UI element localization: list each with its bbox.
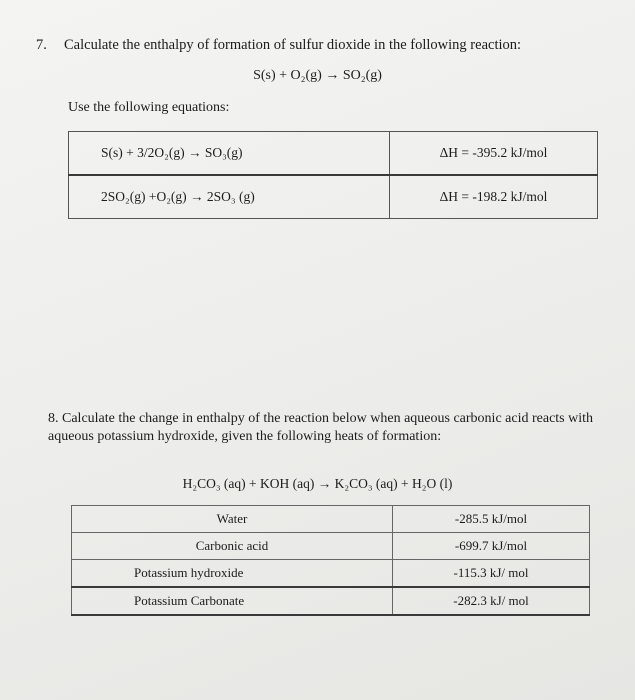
heat-value-cell: -699.7 kJ/mol — [393, 533, 590, 560]
equation-cell: 2SO₂(g) +O₂(g) → 2SO₃ (g) — [69, 175, 390, 219]
heat-value-cell: -115.3 kJ/ mol — [393, 560, 590, 588]
table-row — [69, 132, 598, 176]
heat-value-cell: -282.3 kJ/ mol — [393, 587, 590, 615]
table-row — [72, 533, 590, 560]
table-row — [72, 560, 590, 588]
question-8-prompt: 8. Calculate the change in enthalpy of the reaction below when aqueous carbonic acid reacts with aqueous potassium hydroxide, given the following heats of formation: — [48, 411, 594, 444]
enthalpy-cell: ΔH = -198.2 kJ/mol — [390, 175, 598, 219]
table-row — [72, 587, 590, 615]
table-row — [72, 506, 590, 533]
question-7-instruction: Use the following equations: — [68, 100, 230, 115]
question-7-number: 7. — [36, 37, 47, 53]
substance-cell: Potassium hydroxide — [72, 560, 393, 588]
equation-cell: S(s) + 3/2O₂(g) → SO₃(g) — [69, 132, 390, 176]
question-7-prompt — [36, 37, 521, 54]
table-row — [69, 175, 598, 219]
equations-table — [68, 131, 598, 219]
question-7-reaction: S(s) + O₂(g) → SO₂(g) — [253, 68, 382, 83]
substance-cell: Carbonic acid — [72, 533, 393, 560]
heat-value-cell: -285.5 kJ/mol — [393, 506, 590, 533]
substance-cell: Potassium Carbonate — [72, 587, 393, 615]
substance-cell: Water — [72, 506, 393, 533]
heats-of-formation-table — [71, 505, 590, 616]
question-7-text: Calculate the enthalpy of formation of sulfur dioxide in the following reaction: — [64, 37, 522, 53]
question-8-reaction: H₂CO₃ (aq) + KOH (aq) → K₂CO₃ (aq) + H₂O (l) — [182, 476, 453, 491]
enthalpy-cell: ΔH = -395.2 kJ/mol — [390, 132, 598, 176]
